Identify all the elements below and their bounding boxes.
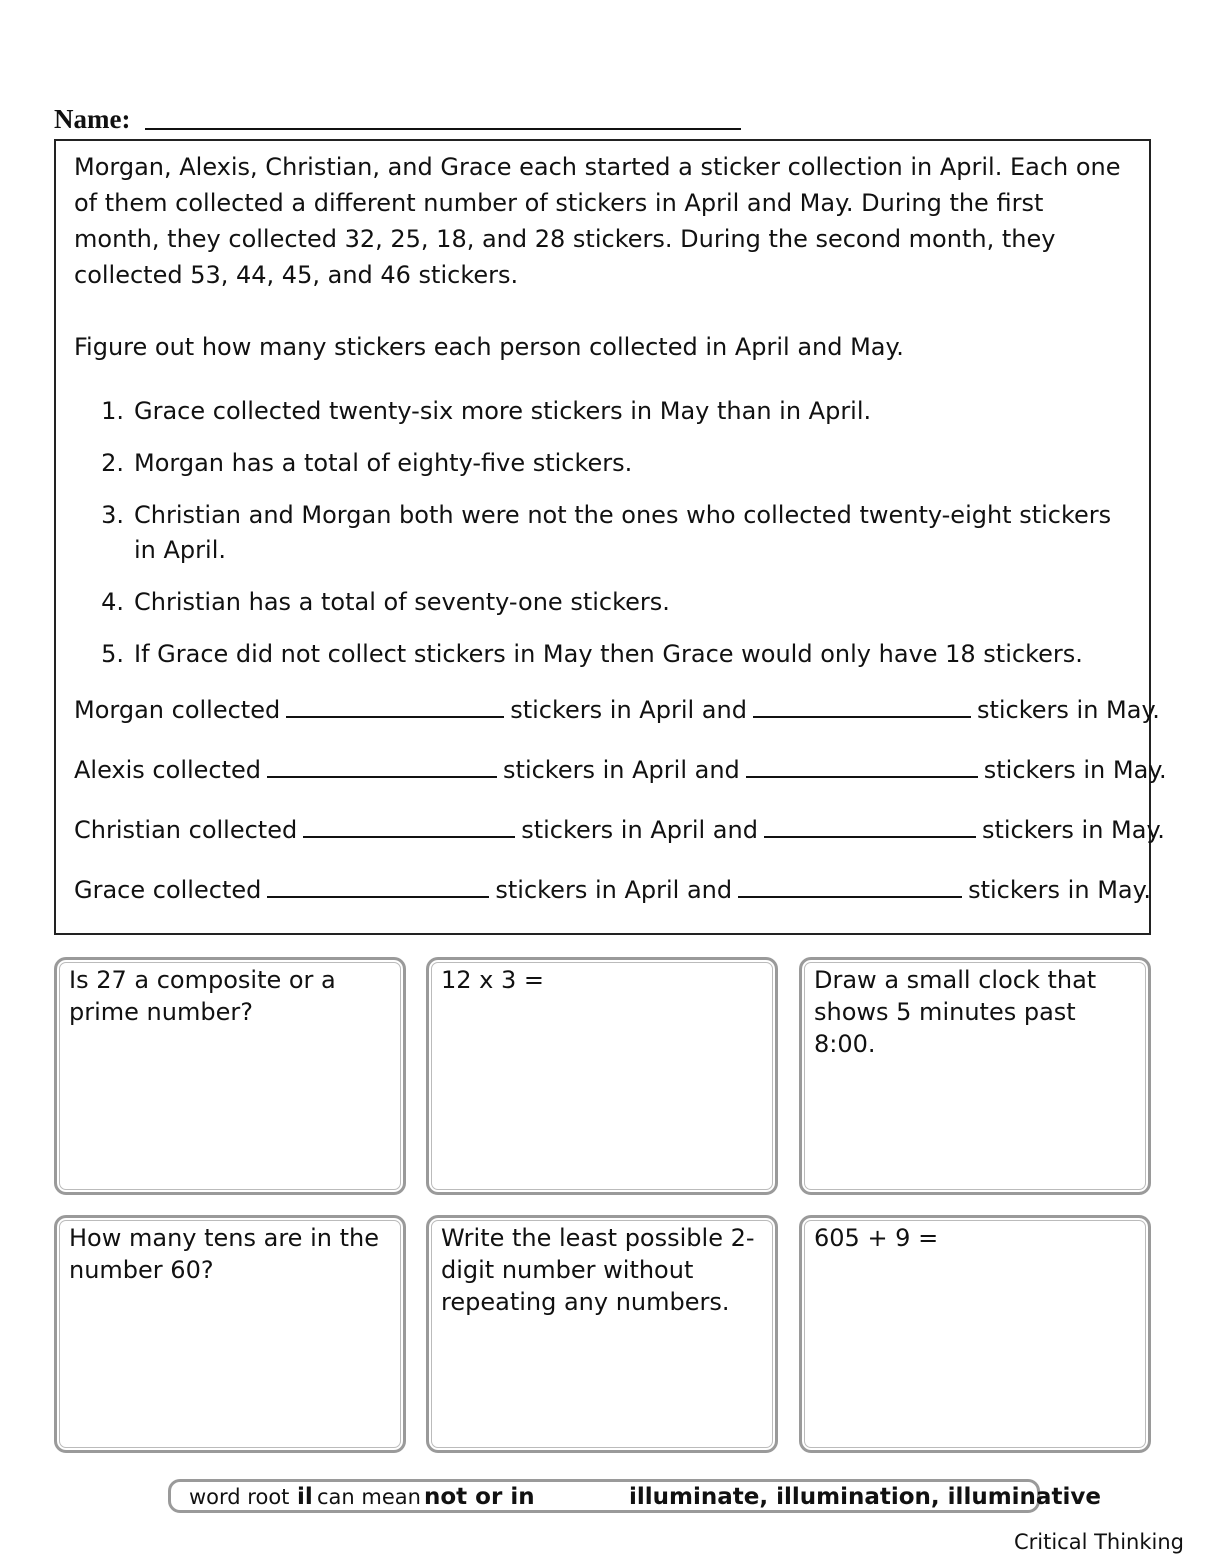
answer-middle: stickers in April and	[521, 816, 758, 844]
question-card[interactable]	[426, 957, 778, 1195]
clue-item	[86, 446, 1126, 481]
answer-suffix: stickers in May.	[983, 756, 1167, 784]
card-question: Write the least possible 2-digit number without repeating any numbers.	[441, 1224, 755, 1316]
clue-text: Christian and Morgan both were not the ones who collected twenty-eight stickers in April.	[134, 501, 1112, 564]
answer-suffix: stickers in May.	[968, 876, 1152, 904]
clue-text: Morgan has a total of eighty-five stickers.	[134, 449, 633, 477]
clue-number: 1.	[101, 397, 124, 425]
april-answer-blank[interactable]	[286, 694, 504, 718]
answer-prefix: Grace collected	[74, 876, 262, 904]
clue-text: Grace collected twenty-six more stickers in May than in April.	[134, 397, 872, 425]
answer-middle: stickers in April and	[503, 756, 740, 784]
clue-text: Christian has a total of seventy-one stickers.	[134, 588, 670, 616]
answer-prefix: Alexis collected	[74, 756, 262, 784]
card-question: 605 + 9 =	[814, 1224, 939, 1252]
clue-text: If Grace did not collect stickers in May then Grace would only have 18 stickers.	[134, 640, 1083, 668]
clue-number: 3.	[101, 501, 124, 529]
answer-prefix: Christian collected	[74, 816, 298, 844]
word-root: il	[297, 1484, 313, 1510]
problem-intro: Morgan, Alexis, Christian, and Grace each started a sticker collection in April. Each one of them collected a different number of stickers in April and May. During the first month, they collected 32, 25, 18, and 28 stickers. During the second month, they collected 53, 44, 45, and 46 stickers.	[74, 153, 1121, 289]
name-field[interactable]	[145, 128, 741, 130]
word-root-box	[168, 1479, 1101, 1513]
may-answer-blank[interactable]	[764, 814, 976, 838]
clue-item	[86, 637, 1126, 672]
answer-suffix: stickers in May.	[976, 696, 1160, 724]
clue-item	[86, 394, 1126, 429]
name-label: Name:	[54, 104, 131, 134]
clue-number: 2.	[101, 449, 124, 477]
may-answer-blank[interactable]	[753, 694, 971, 718]
answer-row-morgan	[74, 693, 1160, 727]
card-question: How many tens are in the number 60?	[69, 1224, 379, 1284]
answer-prefix: Morgan collected	[74, 696, 281, 724]
question-card[interactable]	[54, 957, 406, 1195]
clue-item	[86, 498, 1126, 568]
may-answer-blank[interactable]	[738, 874, 962, 898]
card-question: Is 27 a composite or a prime number?	[69, 966, 336, 1026]
clue-number: 5.	[101, 640, 124, 668]
answer-row-christian	[74, 813, 1165, 847]
answer-row-grace	[74, 873, 1152, 907]
question-card[interactable]	[54, 1215, 406, 1453]
answer-middle: stickers in April and	[510, 696, 747, 724]
card-question: Draw a small clock that shows 5 minutes past 8:00.	[814, 966, 1097, 1058]
footer-label: Critical Thinking	[1013, 1530, 1184, 1554]
word-root-examples: illuminate, illumination, illuminative	[629, 1484, 1101, 1510]
word-root-middle: can mean	[317, 1485, 421, 1509]
may-answer-blank[interactable]	[746, 754, 978, 778]
clue-item	[86, 585, 1126, 620]
problem-question: Figure out how many stickers each person collected in April and May.	[74, 333, 904, 361]
card-question: 12 x 3 =	[441, 966, 545, 994]
answer-middle: stickers in April and	[495, 876, 733, 904]
question-card[interactable]	[799, 957, 1151, 1195]
april-answer-blank[interactable]	[303, 814, 515, 838]
answer-suffix: stickers in May.	[981, 816, 1165, 844]
logic-problem-box	[54, 139, 1167, 935]
clue-number: 4.	[101, 588, 124, 616]
word-root-meaning: not or in	[424, 1484, 535, 1510]
april-answer-blank[interactable]	[267, 874, 489, 898]
april-answer-blank[interactable]	[267, 754, 497, 778]
word-root-prefix: word root	[189, 1485, 290, 1509]
answer-row-alexis	[74, 753, 1167, 787]
question-card[interactable]	[799, 1215, 1151, 1453]
question-card[interactable]	[426, 1215, 778, 1453]
